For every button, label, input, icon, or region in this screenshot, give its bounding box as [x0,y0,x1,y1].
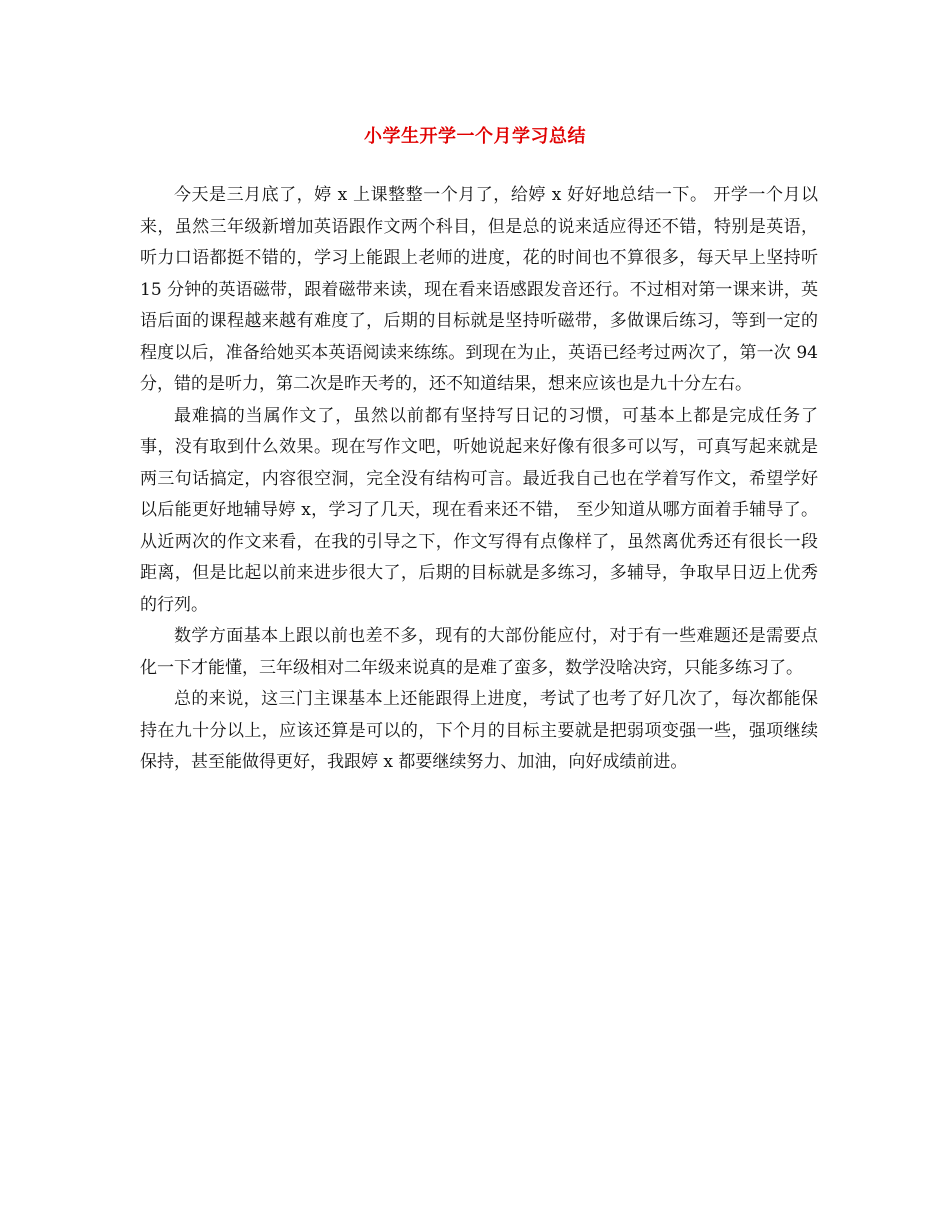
paragraph-summary: 总的来说，这三门主课基本上还能跟得上进度，考试了也考了好几次了，每次都能保持在九十分以上，应该还算是可以的，下个月的目标主要就是把弱项变强一些，强项继续保持，甚至能做得更好，我跟婷 x 都要继续努力、加油，向好成绩前进。 [140,689,818,772]
paragraph-english: 今天是三月底了，婷 x 上课整整一个月了，给婷 x 好好地总结一下。 开学一个月以来，虽然三年级新增加英语跟作文两个科目，但是总的说来适应得还不错，特别是英语，听力口语都挺不错的，学习上能跟上老师的进度，花的时间也不算很多，每天早上坚持听 15 分钟的英语磁带，跟着磁带来读，现在看来语感跟发音还行。不过相对第一课来讲，英语后面的课程越来越有难度了，后期的目标就是坚持听磁带，多做课后练习，等到一定的程度以后，准备给她买本英语阅读来练练。到现在为止，英语已经考过两次了，第一次 94 分，错的是听力，第二次是昨天考的，还不知道结果，想来应该也是九十分左右。 [140,185,818,394]
paragraph-math: 数学方面基本上跟以前也差不多，现有的大部份能应付，对于有一些难题还是需要点化一下才能懂，三年级相对二年级来说真的是难了蛮多，数学没啥决窍，只能多练习了。 [140,626,818,678]
document-body [140,180,818,779]
document-title: 小学生开学一个月学习总结 [364,126,586,147]
paragraph-composition: 最难搞的当属作文了，虽然以前都有坚持写日记的习惯，可基本上都是完成任务了事，没有取到什么效果。现在写作文吧，听她说起来好像有很多可以写，可真写起来就是两三句话搞定，内容很空洞，完全没有结构可言。最近我自己也在学着写作文，希望学好以后能更好地辅导婷 x，学习了几天，现在看来还不错， 至少知道从哪方面着手辅导了。从近两次的作文来看，在我的引导之下，作文写得有点像样了，虽然离优秀还有很长一段距离，但是比起以前来进步很大了，后期的目标就是多练习，多辅导，争取早日迈上优秀的行列。 [140,405,818,615]
